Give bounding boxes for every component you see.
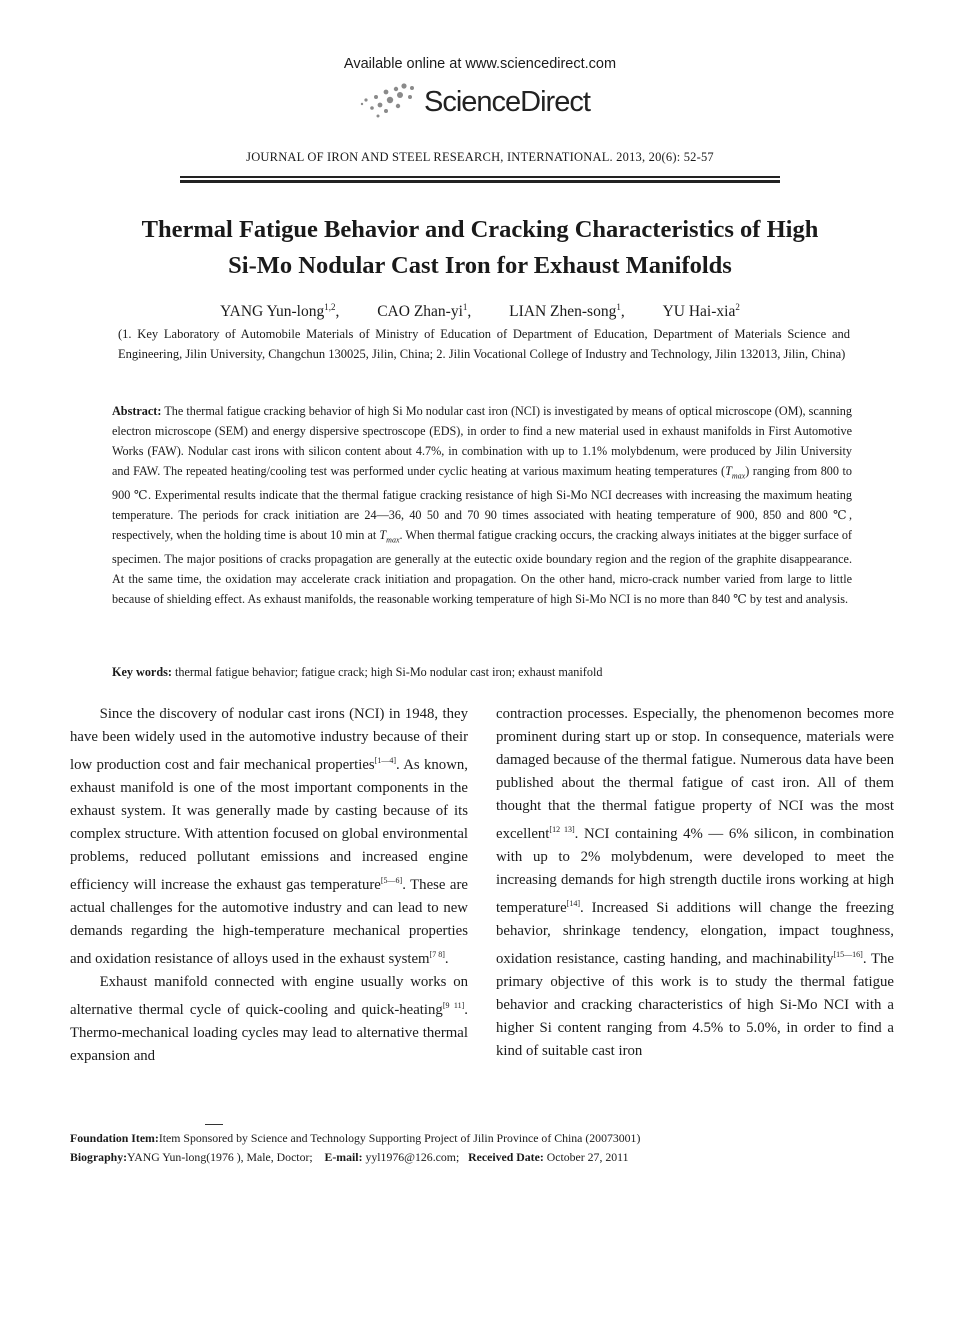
biography: Biography:YANG Yun-long(1976 ), Male, Doctor; E-mail: yyl1976@126.com; Received Date: October 27, 2011 xyxy=(70,1149,629,1164)
title-line-2: Si-Mo Nodular Cast Iron for Exhaust Manifolds xyxy=(228,252,732,279)
email-label: E-mail: xyxy=(324,1149,363,1164)
foundation-item: Foundation Item:Item Sponsored by Science and Technology Supporting Project of Jilin Province of China (20073001) xyxy=(70,1131,641,1145)
author-list xyxy=(0,302,960,321)
body-column-right xyxy=(496,703,894,1063)
keywords-text: thermal fatigue behavior; fatigue crack; high Si-Mo nodular cast iron; exhaust manifold xyxy=(174,665,603,679)
title-line-1: Thermal Fatigue Behavior and Cracking Characteristics of High xyxy=(141,216,819,243)
received-date: October 27, 2011 xyxy=(546,1149,629,1164)
abstract-label: Abstract: xyxy=(112,404,162,418)
abstract-text-1: The thermal fatigue cracking behavior of high Si Mo nodular cast iron (NCI) is investigated by means of optical microscope (OM), scanning electron microscope (SEM) and energy dispersive spectroscope (EDS), in order to find a new material used in exhaust manifolds in First Automotive Works (FAW). Nodular cast irons with silicon content about 4.7%, in combination with up to 1.1% molybdenum, were produced by Jilin University and FAW. The repeated heating/cooling test was performed under cyclic heating at various maximum heating temperatures ( xyxy=(112,404,852,478)
affiliations: (1. Key Laboratory of Automobile Materials of Ministry of Education of Department of Education, Department of Materials Science and Engineering, Jilin University, Changchun 130025, Jilin, China; 2. Jilin Vocational College of Industry and Technology, Jilin 132013, Jilin, China) xyxy=(118,327,850,361)
header-rule-top xyxy=(180,176,780,178)
logo-text: ScienceDirect xyxy=(424,86,590,118)
abstract xyxy=(112,402,852,610)
abstract-text-3: . When thermal fatigue cracking occurs, the cracking always initiates at the bigger surface of specimen. The major positions of cracks propagation are generally at the eutectic oxide boundary region and the region of the graphite disappearance. At the same time, the oxidation may accelerate crack initiation and propagation. On the other hand, micro-crack number varied from large to little because of shielding effect. As exhaust manifolds, the reasonable working temperature of high Si-Mo NCI is no more than 840 ℃ by test and analysis. xyxy=(112,527,852,607)
author: LIAN Zhen-song$^1$, xyxy=(509,302,625,321)
tmax-symbol: $T_{max}$ xyxy=(725,463,746,481)
paragraph: contraction processes. Especially, the phenomenon becomes more prominent during start up or stop. In consequence, materials were damaged because of the thermal fatigue. Numerous data have been published about the thermal fatigue of cast iron. All of them thought that the thermal fatigue property of NCI was the most excellent[12 13]. NCI containing 4% — 6% silicon, in combination with up to 2% molybdenum, were developed to meet the increasing demands for high strength ductile irons working at high temperature[14]. Increased Si additions will change the freezing behavior, shrinkage tendency, elongation, impact toughness, oxidation resistance, casting handing, and machinability[15—16]. The primary objective of this work is to study the thermal fatigue behavior and cracking characteristics of high Si-Mo NCI with a higher Si content ranging from 4.5% to 5.0%, in order to find a kind of suitable cast iron xyxy=(496,706,894,1059)
author: YU Hai-xia$^2$ xyxy=(662,302,740,321)
article-title xyxy=(80,212,880,284)
available-online-text: Available online at www.sciencedirect.com xyxy=(343,56,617,72)
tmax-symbol: $T_{max}$ xyxy=(379,527,400,545)
paragraph: Since the discovery of nodular cast irons (NCI) in 1948, they have been widely used in the automotive industry because of their low production cost and fair mechanical properties[1—4]. As known, exhaust manifold is one of the most important components in the exhaust system. It was generally made by casting because of its complex structure. With attention focused on global environmental problems, reduced pollutant emissions and increased engine efficiency will increase the exhaust gas temperature[5—6]. These are actual challenges for the automotive industry and can lead to new demands regarding the high-temperature mechanical properties and oxidation resistance of alloys used in the exhaust system[7 8]. xyxy=(70,706,468,967)
footnotes xyxy=(70,1129,900,1166)
body-column-left xyxy=(70,703,468,1068)
citation-ref[interactable]: [7 8] xyxy=(429,949,445,959)
sciencedirect-logo[interactable] xyxy=(356,80,626,124)
author: YANG Yun-long$^{1,2}$, xyxy=(220,302,340,321)
keywords xyxy=(112,663,852,683)
citation-ref[interactable]: [9 11] xyxy=(442,1000,465,1010)
keywords-label: Key words: xyxy=(112,665,172,679)
citation-ref[interactable]: [12 13] xyxy=(549,825,575,834)
citation-ref[interactable]: [15—16] xyxy=(833,949,863,959)
citation-ref[interactable]: [14] xyxy=(566,898,580,908)
abstract-text-2: ) ranging from 800 to 900 ℃. Experimental results indicate that the thermal fatigue cracking resistance of high Si-Mo NCI decreases with increasing the maximum heating temperature. The periods for crack initiation are 24—36, 40 50 and 70 90 times associated with heating temperature of 900, 850 and 800 ℃, respectively, when the holding time is about 10 min at xyxy=(112,463,852,542)
footnote-rule xyxy=(205,1124,223,1125)
paragraph: Exhaust manifold connected with engine usually works on alternative thermal cycle of quick-cooling and quick-heating[9 11]. Thermo-mechanical loading cycles may lead to alternative thermal expansion and xyxy=(70,973,468,1064)
journal-citation: JOURNAL OF IRON AND STEEL RESEARCH, INTERNATIONAL. 2013, 20(6): 52-57 xyxy=(246,150,714,164)
logo-dots-icon xyxy=(356,80,420,124)
citation-ref[interactable]: [1—4] xyxy=(374,756,396,765)
citation-ref[interactable]: [5—6] xyxy=(380,875,403,885)
header-rule-bottom xyxy=(180,180,780,183)
email-address[interactable]: yyl1976@126.com; xyxy=(365,1149,460,1164)
author: CAO Zhan-$yi^1$, xyxy=(377,302,472,321)
